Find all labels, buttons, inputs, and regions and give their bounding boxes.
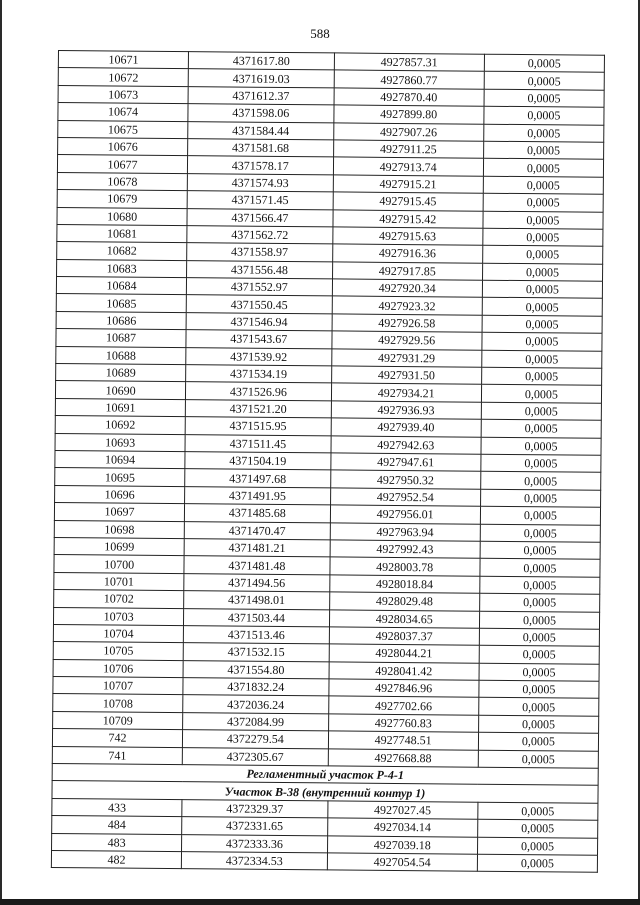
coord-y-cell: 4927992.43 bbox=[330, 540, 481, 559]
point-number-cell: 10689 bbox=[56, 364, 186, 383]
coord-y-cell: 4928003.78 bbox=[329, 557, 480, 576]
point-number-cell: 10706 bbox=[53, 659, 183, 678]
coord-x-cell: 4371494.56 bbox=[184, 573, 329, 592]
coord-y-cell: 4928041.42 bbox=[329, 662, 480, 681]
accuracy-cell: 0,0005 bbox=[482, 263, 602, 281]
coord-y-cell: 4927936.93 bbox=[331, 401, 482, 420]
coord-x-cell: 4371515.95 bbox=[185, 417, 330, 436]
accuracy-cell: 0,0005 bbox=[480, 506, 600, 524]
accuracy-cell: 0,0005 bbox=[477, 837, 597, 855]
coord-x-cell: 4371498.01 bbox=[184, 591, 329, 610]
accuracy-cell: 0,0005 bbox=[477, 854, 597, 872]
coord-y-cell: 4927911.25 bbox=[333, 140, 484, 159]
accuracy-cell: 0,0005 bbox=[482, 332, 602, 350]
coord-x-cell: 4372333.36 bbox=[182, 834, 327, 853]
coord-x-cell: 4371491.95 bbox=[185, 486, 330, 505]
coord-y-cell: 4927916.36 bbox=[332, 244, 483, 263]
accuracy-cell: 0,0005 bbox=[481, 419, 601, 437]
coord-y-cell: 4927931.29 bbox=[331, 349, 482, 368]
accuracy-cell: 0,0005 bbox=[480, 541, 600, 559]
accuracy-cell: 0,0005 bbox=[480, 489, 600, 507]
page-number: 588 bbox=[310, 26, 330, 41]
accuracy-cell: 0,0005 bbox=[480, 559, 600, 577]
accuracy-cell: 0,0005 bbox=[478, 732, 598, 750]
point-number-cell: 10671 bbox=[58, 51, 188, 70]
coord-y-cell: 4927039.18 bbox=[327, 835, 478, 854]
accuracy-cell: 0,0005 bbox=[480, 576, 600, 594]
scan-edge-left bbox=[0, 0, 2, 905]
accuracy-cell: 0,0005 bbox=[484, 72, 604, 90]
point-number-cell: 10704 bbox=[53, 624, 183, 643]
coord-y-cell: 4927702.66 bbox=[328, 696, 479, 715]
point-number-cell: 10703 bbox=[53, 607, 183, 626]
coord-y-cell: 4927926.58 bbox=[332, 314, 483, 333]
coord-y-cell: 4927668.88 bbox=[328, 749, 479, 768]
coord-x-cell: 4371581.68 bbox=[188, 139, 333, 158]
accuracy-cell: 0,0005 bbox=[479, 680, 599, 698]
coord-x-cell: 4371598.06 bbox=[188, 104, 333, 123]
accuracy-cell: 0,0005 bbox=[481, 437, 601, 455]
table-body-sections bbox=[52, 763, 598, 803]
coord-y-cell: 4927907.26 bbox=[333, 122, 484, 141]
coord-x-cell: 4371578.17 bbox=[188, 156, 333, 175]
coord-y-cell: 4927915.45 bbox=[333, 192, 484, 211]
accuracy-cell: 0,0005 bbox=[484, 106, 604, 124]
accuracy-cell: 0,0005 bbox=[478, 819, 598, 837]
coord-x-cell: 4371832.24 bbox=[183, 678, 328, 697]
point-number-cell: 10678 bbox=[57, 172, 187, 191]
point-number-cell: 10696 bbox=[55, 485, 185, 504]
point-number-cell: 10680 bbox=[57, 207, 187, 226]
point-number-cell: 10691 bbox=[55, 398, 185, 417]
coord-x-cell: 4371497.68 bbox=[185, 469, 330, 488]
accuracy-cell: 0,0005 bbox=[482, 298, 602, 316]
coord-y-cell: 4927952.54 bbox=[330, 488, 481, 507]
point-number-cell: 10707 bbox=[53, 677, 183, 696]
accuracy-cell: 0,0005 bbox=[483, 176, 603, 194]
coord-y-cell: 4928034.65 bbox=[329, 609, 480, 628]
coord-y-cell: 4927857.31 bbox=[334, 53, 485, 72]
point-number-cell: 10675 bbox=[58, 120, 188, 139]
accuracy-cell: 0,0005 bbox=[480, 593, 600, 611]
point-number-cell: 10687 bbox=[56, 329, 186, 348]
coord-x-cell: 4371511.45 bbox=[185, 434, 330, 453]
point-number-cell: 10698 bbox=[54, 520, 184, 539]
coord-y-cell: 4927915.21 bbox=[333, 175, 484, 194]
coord-x-cell: 4371612.37 bbox=[188, 86, 333, 105]
coord-x-cell: 4372084.99 bbox=[183, 712, 328, 731]
coord-y-cell: 4927870.40 bbox=[334, 88, 485, 107]
coord-y-cell: 4927934.21 bbox=[331, 383, 482, 402]
coord-x-cell: 4371550.45 bbox=[186, 295, 331, 314]
point-number-cell: 10672 bbox=[58, 68, 188, 87]
accuracy-cell: 0,0005 bbox=[481, 402, 601, 420]
coord-y-cell: 4928044.21 bbox=[329, 644, 480, 663]
coord-x-cell: 4371539.92 bbox=[186, 347, 331, 366]
accuracy-cell: 0,0005 bbox=[480, 524, 600, 542]
coord-x-cell: 4371481.48 bbox=[184, 556, 329, 575]
coord-y-cell: 4927915.63 bbox=[332, 227, 483, 246]
point-number-cell: 10705 bbox=[53, 642, 183, 661]
coord-x-cell: 4371532.15 bbox=[183, 643, 328, 662]
section-title-r-4-1: Регламентный участок Р-4-1 bbox=[52, 763, 598, 785]
coord-x-cell: 4371503.44 bbox=[184, 608, 329, 627]
section-title-v-38: Участок В-38 (внутренний контур 1) bbox=[52, 781, 598, 803]
coord-y-cell: 4927931.50 bbox=[331, 366, 482, 385]
accuracy-cell: 0,0005 bbox=[483, 141, 603, 159]
coord-x-cell: 4371558.97 bbox=[187, 243, 332, 262]
coord-x-cell: 4371566.47 bbox=[187, 208, 332, 227]
coord-y-cell: 4927846.96 bbox=[328, 679, 479, 698]
point-number-cell: 10701 bbox=[54, 572, 184, 591]
accuracy-cell: 0,0005 bbox=[483, 228, 603, 246]
coord-x-cell: 4371481.21 bbox=[184, 539, 329, 558]
accuracy-cell: 0,0005 bbox=[479, 645, 599, 663]
coord-x-cell: 4372331.65 bbox=[182, 817, 327, 836]
table-body-main bbox=[52, 51, 604, 769]
coord-x-cell: 4371619.03 bbox=[188, 69, 333, 88]
coord-x-cell: 4371584.44 bbox=[188, 121, 333, 140]
accuracy-cell: 0,0005 bbox=[482, 350, 602, 368]
accuracy-cell: 0,0005 bbox=[483, 246, 603, 264]
point-number-cell: 10690 bbox=[55, 381, 185, 400]
point-number-cell: 10700 bbox=[54, 555, 184, 574]
point-number-cell: 10673 bbox=[58, 85, 188, 104]
point-number-cell: 10686 bbox=[56, 311, 186, 330]
accuracy-cell: 0,0005 bbox=[484, 54, 604, 72]
accuracy-cell: 0,0005 bbox=[479, 611, 599, 629]
accuracy-cell: 0,0005 bbox=[482, 315, 602, 333]
coord-y-cell: 4928018.84 bbox=[329, 575, 480, 594]
point-number-cell: 10682 bbox=[57, 242, 187, 261]
coord-x-cell: 4371554.80 bbox=[183, 660, 328, 679]
accuracy-cell: 0,0005 bbox=[478, 715, 598, 733]
point-number-cell: 10699 bbox=[54, 537, 184, 556]
point-number-cell: 10692 bbox=[55, 416, 185, 435]
coord-y-cell: 4927942.63 bbox=[331, 435, 482, 454]
point-number-cell: 10695 bbox=[55, 468, 185, 487]
point-number-cell: 742 bbox=[52, 729, 182, 748]
coord-y-cell: 4927950.32 bbox=[330, 470, 481, 489]
accuracy-cell: 0,0005 bbox=[478, 802, 598, 820]
coord-x-cell: 4372279.54 bbox=[183, 730, 328, 749]
accuracy-cell: 0,0005 bbox=[479, 698, 599, 716]
point-number-cell: 10702 bbox=[54, 590, 184, 609]
point-number-cell: 10679 bbox=[57, 190, 187, 209]
accuracy-cell: 0,0005 bbox=[483, 193, 603, 211]
coord-y-cell: 4927920.34 bbox=[332, 279, 483, 298]
point-number-cell: 10694 bbox=[55, 450, 185, 469]
point-number-cell: 10683 bbox=[57, 259, 187, 278]
coord-y-cell: 4927923.32 bbox=[332, 296, 483, 315]
coord-x-cell: 4371485.68 bbox=[185, 504, 330, 523]
point-number-cell: 10685 bbox=[56, 294, 186, 313]
coord-x-cell: 4371546.94 bbox=[186, 312, 331, 331]
coord-y-cell: 4927899.80 bbox=[333, 105, 484, 124]
point-number-cell: 10684 bbox=[56, 277, 186, 296]
coord-y-cell: 4927939.40 bbox=[331, 418, 482, 437]
point-number-cell: 10688 bbox=[56, 346, 186, 365]
coord-x-cell: 4371534.19 bbox=[186, 365, 331, 384]
accuracy-cell: 0,0005 bbox=[484, 89, 604, 107]
coord-y-cell: 4927913.74 bbox=[333, 157, 484, 176]
point-number-cell: 741 bbox=[52, 746, 182, 765]
point-number-cell: 10681 bbox=[57, 224, 187, 243]
coord-y-cell: 4927917.85 bbox=[332, 262, 483, 281]
accuracy-cell: 0,0005 bbox=[482, 280, 602, 298]
table-row bbox=[51, 850, 597, 872]
accuracy-cell: 0,0005 bbox=[481, 472, 601, 490]
coord-x-cell: 4371571.45 bbox=[187, 191, 332, 210]
point-number-cell: 433 bbox=[52, 798, 182, 817]
coord-y-cell: 4927963.94 bbox=[330, 522, 481, 541]
coord-y-cell: 4927956.01 bbox=[330, 505, 481, 524]
coord-y-cell: 4927054.54 bbox=[327, 853, 478, 872]
coord-x-cell: 4371470.47 bbox=[184, 521, 329, 540]
accuracy-cell: 0,0005 bbox=[479, 663, 599, 681]
coord-x-cell: 4371526.96 bbox=[186, 382, 331, 401]
coord-x-cell: 4371552.97 bbox=[187, 278, 332, 297]
coord-x-cell: 4372305.67 bbox=[182, 747, 327, 766]
point-number-cell: 10676 bbox=[58, 137, 188, 156]
scan-edge-bottom bbox=[0, 899, 640, 905]
point-number-cell: 484 bbox=[52, 816, 182, 835]
accuracy-cell: 0,0005 bbox=[484, 124, 604, 142]
coord-x-cell: 4371543.67 bbox=[186, 330, 331, 349]
coord-x-cell: 4371513.46 bbox=[184, 626, 329, 645]
accuracy-cell: 0,0005 bbox=[481, 454, 601, 472]
accuracy-cell: 0,0005 bbox=[483, 159, 603, 177]
point-number-cell: 10677 bbox=[57, 155, 187, 174]
coord-y-cell: 4928029.48 bbox=[329, 592, 480, 611]
coord-x-cell: 4371574.93 bbox=[187, 173, 332, 192]
coord-x-cell: 4371504.19 bbox=[185, 452, 330, 471]
point-number-cell: 10709 bbox=[53, 711, 183, 730]
coord-x-cell: 4371521.20 bbox=[185, 399, 330, 418]
coord-y-cell: 4927915.42 bbox=[332, 209, 483, 228]
coord-y-cell: 4927760.83 bbox=[328, 714, 479, 733]
accuracy-cell: 0,0005 bbox=[478, 750, 598, 768]
accuracy-cell: 0,0005 bbox=[483, 211, 603, 229]
coord-x-cell: 4372329.37 bbox=[182, 799, 327, 818]
table-body-v-38 bbox=[51, 798, 598, 872]
coord-y-cell: 4928037.37 bbox=[329, 627, 480, 646]
coord-x-cell: 4372334.53 bbox=[182, 852, 327, 871]
accuracy-cell: 0,0005 bbox=[479, 628, 599, 646]
accuracy-cell: 0,0005 bbox=[481, 385, 601, 403]
point-number-cell: 10674 bbox=[58, 103, 188, 122]
point-number-cell: 10708 bbox=[53, 694, 183, 713]
coordinates-table bbox=[51, 50, 605, 873]
coord-y-cell: 4927034.14 bbox=[327, 818, 478, 837]
coord-y-cell: 4927929.56 bbox=[331, 331, 482, 350]
coord-x-cell: 4371556.48 bbox=[187, 260, 332, 279]
coord-x-cell: 4372036.24 bbox=[183, 695, 328, 714]
coord-x-cell: 4371617.80 bbox=[189, 52, 334, 71]
point-number-cell: 10697 bbox=[54, 503, 184, 522]
coord-x-cell: 4371562.72 bbox=[187, 226, 332, 245]
point-number-cell: 10693 bbox=[55, 433, 185, 452]
coord-y-cell: 4927027.45 bbox=[327, 801, 478, 820]
coord-y-cell: 4927947.61 bbox=[330, 453, 481, 472]
accuracy-cell: 0,0005 bbox=[481, 367, 601, 385]
coord-y-cell: 4927860.77 bbox=[334, 70, 485, 89]
point-number-cell: 482 bbox=[51, 850, 181, 869]
coord-y-cell: 4927748.51 bbox=[328, 731, 479, 750]
point-number-cell: 483 bbox=[52, 833, 182, 852]
